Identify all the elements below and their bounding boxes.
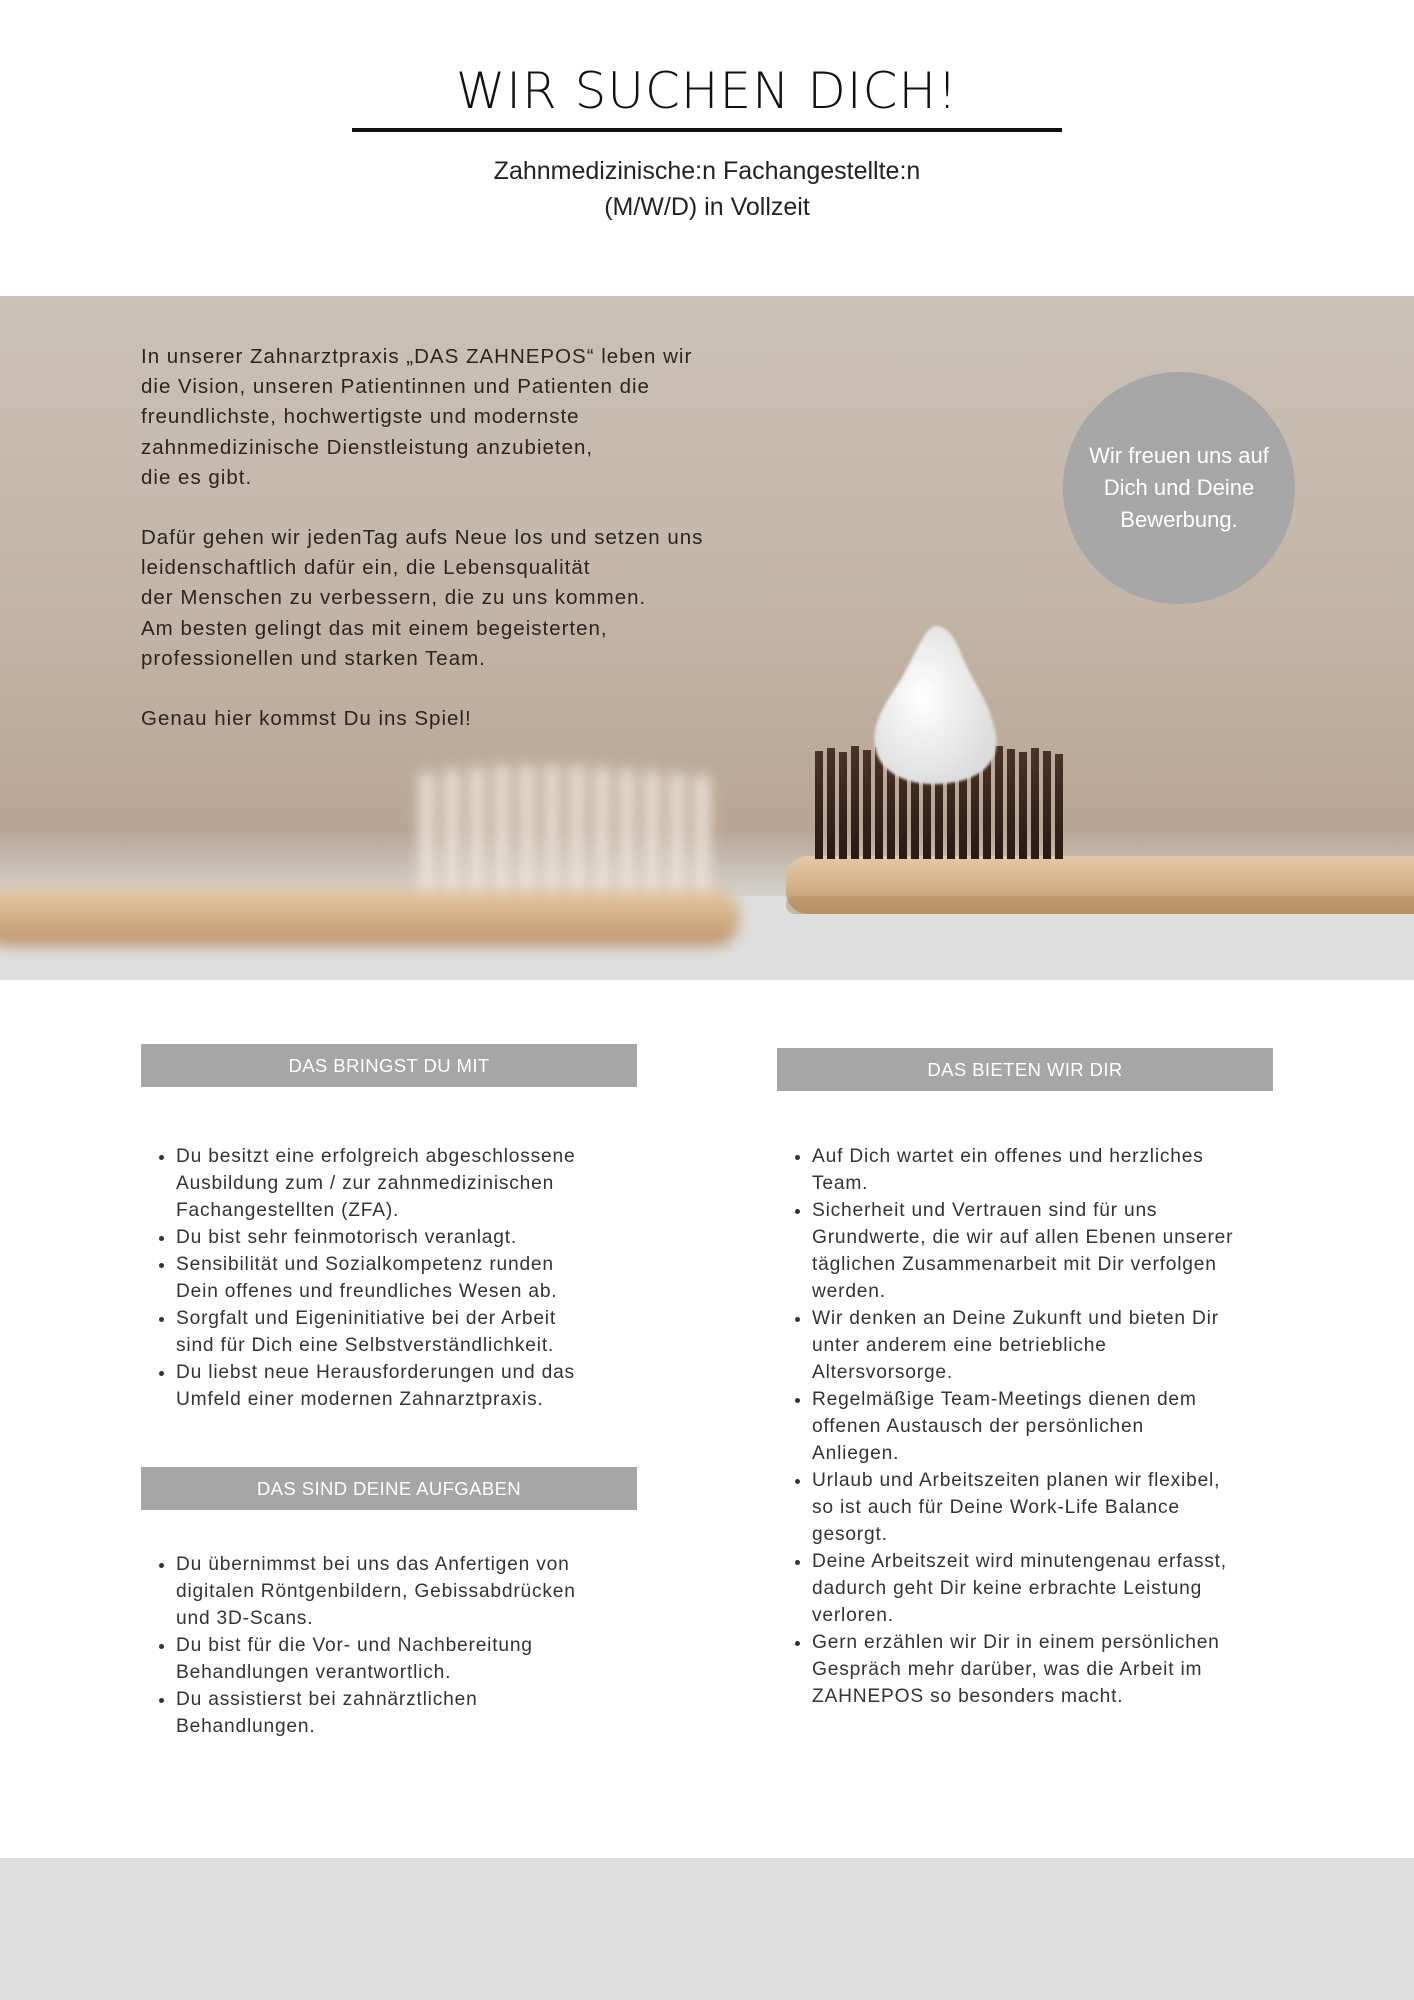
section-heading-label: DAS SIND DEINE AUFGABEN [256, 1477, 522, 1499]
circle-text: Wir freuen uns auf Dich und Deine Bewerbung. [1089, 443, 1269, 532]
footer-band [0, 1858, 1414, 2000]
list-item: • Gern erzählen wir Dir in einem persönlichen Gespräch mehr darüber, was die Arbeit im ZAHNEPOS so besonders macht. [812, 1629, 1332, 1710]
title-underline [352, 128, 1062, 132]
page-header [0, 0, 1414, 296]
requirements-list [141, 1143, 676, 1413]
list-item: • Du assistierst bei zahnärztlichen Behandlungen. [176, 1686, 676, 1740]
list-item: • Auf Dich wartet ein offenes und herzliches Team. [812, 1143, 1332, 1197]
intro-line: Am besten gelingt das mit einem begeisterten, [141, 616, 608, 640]
list-item: • Du bist sehr feinmotorisch veranlagt. [176, 1224, 676, 1251]
application-circle-badge [1063, 372, 1295, 604]
intro-line: der Menschen zu verbessern, die zu uns kommen. [141, 586, 647, 610]
benefits-list [777, 1143, 1332, 1710]
intro-line: Dafür gehen wir jedenTag aufs Neue los und setzen uns [141, 526, 704, 550]
hero-banner [0, 296, 1414, 980]
intro-paragraph-3 [141, 704, 781, 734]
intro-text [141, 342, 781, 764]
section-heading-aufgaben [141, 1467, 637, 1510]
intro-line: In unserer Zahnarztpraxis „DAS ZAHNEPOS“ leben wir [141, 345, 693, 368]
subtitle-line-2: (M/W/D) in Vollzeit [604, 193, 810, 221]
intro-paragraph-2 [141, 523, 781, 674]
intro-line: professionellen und starken Team. [141, 646, 486, 670]
list-item: • Sorgfalt und Eigeninitiative bei der Arbeit sind für Dich eine Selbstverständlichkeit. [176, 1305, 676, 1359]
list-item: • Urlaub und Arbeitszeiten planen wir flexibel, so ist auch für Deine Work-Life Balance gesorgt. [812, 1467, 1332, 1548]
list-item: • Sicherheit und Vertrauen sind für uns Grundwerte, die wir auf allen Ebenen unserer täglichen Zusammenarbeit mit Dir verfolgen werden. [812, 1197, 1332, 1305]
section-heading-bringst [141, 1044, 637, 1087]
list-item: • Sensibilität und Sozialkompetenz runden Dein offenes und freundliches Wesen ab. [176, 1251, 676, 1305]
list-item: • Wir denken an Deine Zukunft und bieten Dir unter anderem eine betriebliche Altersvorsorge. [812, 1305, 1332, 1386]
section-heading-label: DAS BIETEN WIR DIR [927, 1058, 1123, 1080]
job-subtitle [0, 153, 1414, 225]
page-title: WIR SUCHEN DICH! [455, 62, 959, 120]
list-item: • Deine Arbeitszeit wird minutengenau erfasst, dadurch geht Dir keine erbrachte Leistung verloren. [812, 1548, 1332, 1629]
section-heading-bieten [777, 1048, 1273, 1091]
intro-line: leidenschaftlich dafür ein, die Lebensqualität [141, 556, 591, 580]
list-item: • Du besitzt eine erfolgreich abgeschlossene Ausbildung zum / zur zahnmedizinischen Fachangestellten (ZFA). [176, 1143, 676, 1224]
list-item: • Du übernimmst bei uns das Anfertigen von digitalen Röntgenbildern, Gebissabdrücken und 3D-Scans. [176, 1551, 676, 1632]
intro-line: zahnmedizinische Dienstleistung anzubieten, [141, 435, 594, 459]
intro-paragraph-1 [141, 342, 781, 493]
intro-line: Genau hier kommst Du ins Spiel! [141, 707, 472, 731]
intro-line: freundlichste, hochwertigste und modernste [141, 405, 580, 429]
subtitle-line-1: Zahnmedizinische:n Fachangestellte:n [493, 157, 921, 185]
section-heading-label: DAS BRINGST DU MIT [288, 1054, 490, 1076]
intro-line: die es gibt. [141, 465, 253, 489]
tasks-list [141, 1551, 676, 1740]
list-item: • Du bist für die Vor- und Nachbereitung Behandlungen verantwortlich. [176, 1632, 676, 1686]
list-item: • Regelmäßige Team-Meetings dienen dem offenen Austausch der persönlichen Anliegen. [812, 1386, 1332, 1467]
intro-line: die Vision, unseren Patientinnen und Patienten die [141, 375, 650, 399]
list-item: • Du liebst neue Herausforderungen und das Umfeld einer modernen Zahnarztpraxis. [176, 1359, 676, 1413]
